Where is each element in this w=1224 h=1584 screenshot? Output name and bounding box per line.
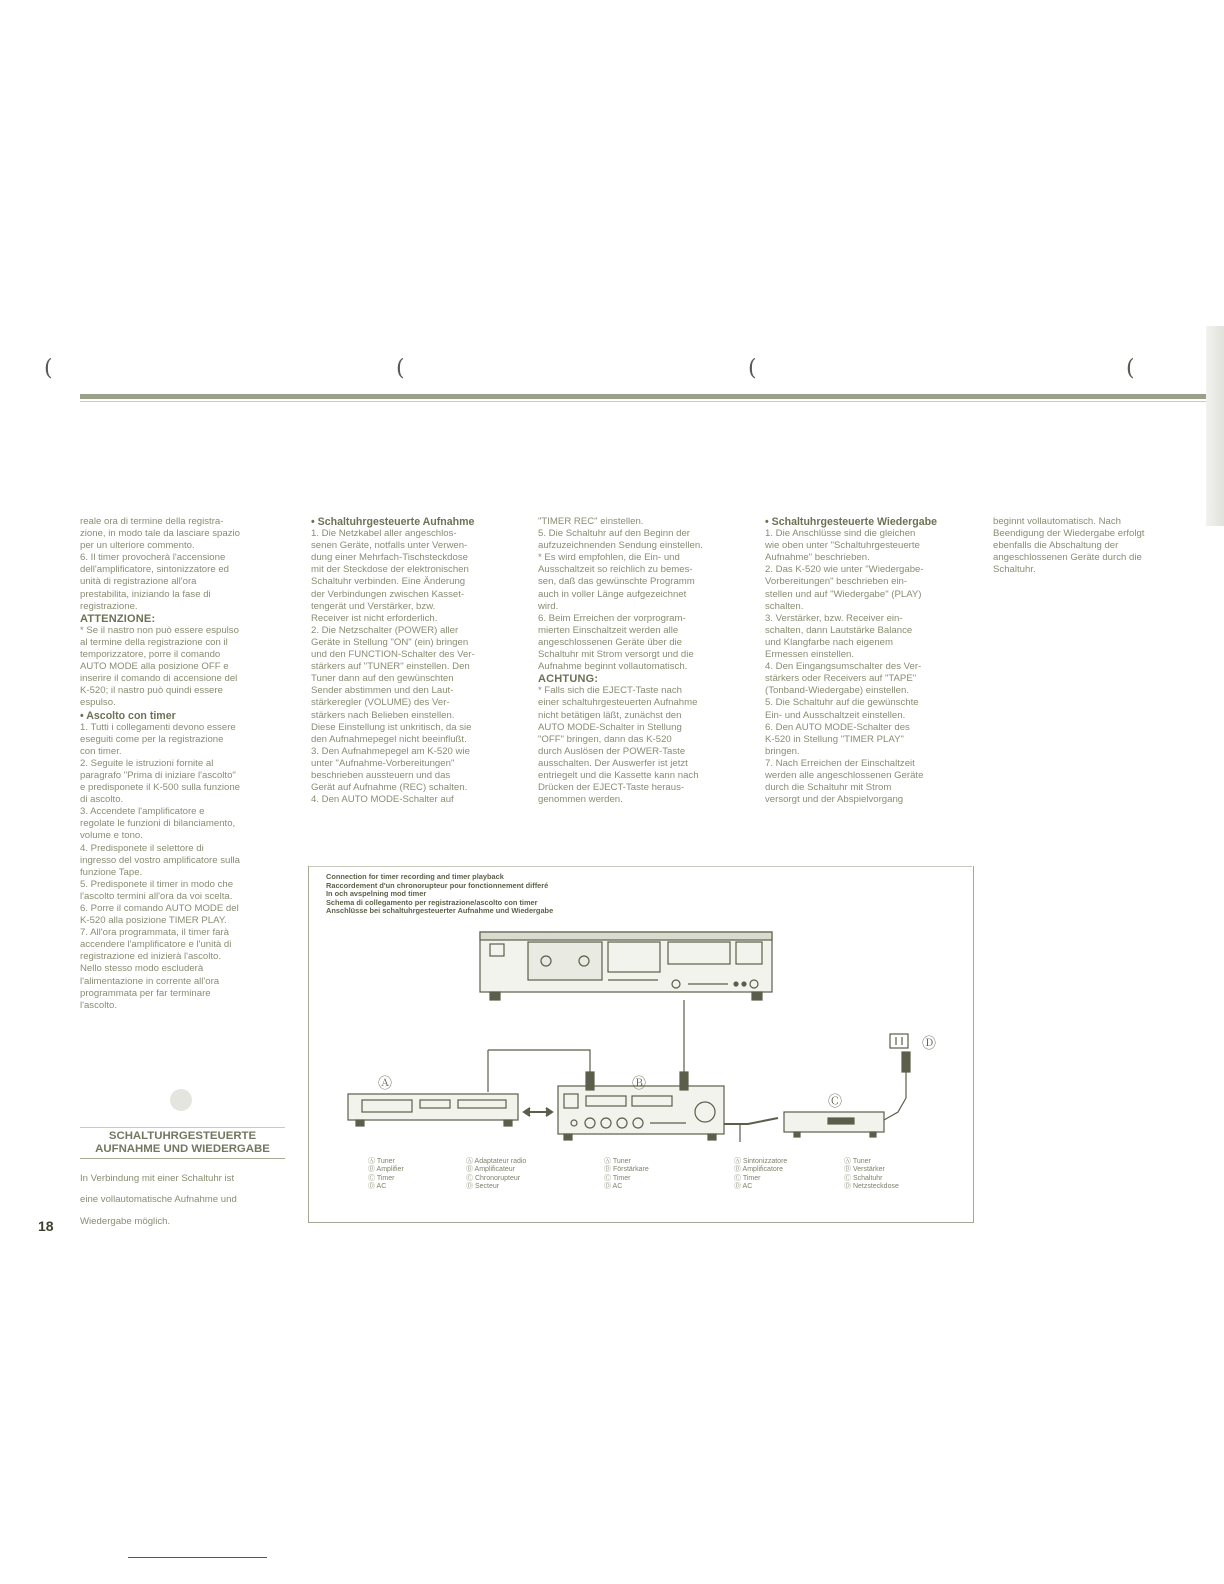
column-timer-playback-cont xyxy=(993,516,1193,576)
text-line: * Se il nastro non può essere espulso xyxy=(80,624,239,636)
footer-rule xyxy=(128,1557,267,1558)
text-line: beginnt vollautomatisch. Nach xyxy=(993,516,1121,527)
text-line: den Aufnahmepegel nicht beeinflußt. xyxy=(311,733,467,745)
text-line: 2. Das K-520 wie unter "Wiedergabe- xyxy=(765,564,924,576)
text-line: registrazione ed inizierà l'ascolto. xyxy=(80,951,222,963)
legend-item: Ⓓ AC xyxy=(604,1183,623,1191)
text-line: 6. Il timer provocherà l'accensione xyxy=(80,552,226,564)
text-line: Geräte in Stellung "ON" (ein) bringen xyxy=(311,636,469,648)
amplifier-illustration xyxy=(558,1086,724,1140)
caption-line: In och avspelning mod timer xyxy=(326,889,427,899)
legend-english xyxy=(368,1158,404,1192)
text-line: Drücken der EJECT-Taste heraus- xyxy=(538,782,685,794)
text-line: regolate le funzioni di bilanciamento, xyxy=(80,818,236,830)
text-line: durch Auslösen der POWER-Taste xyxy=(538,745,686,757)
section-title-line: SCHALTUHRGESTEUERTE xyxy=(108,1130,257,1142)
text-line: der Verbindungen zwischen Kasset- xyxy=(311,588,465,600)
text-line: funzione Tape. xyxy=(80,866,143,878)
text-line: ebenfalls die Abschaltung der xyxy=(993,540,1119,552)
text-line: programmata per far terminare xyxy=(80,987,211,999)
text-line: bringen. xyxy=(765,745,800,757)
ac-outlet-illustration xyxy=(884,1034,910,1120)
text-line: stärkers oder Receivers auf "TAPE" xyxy=(765,673,917,685)
text-line: 1. Tutti i collegamenti devono essere xyxy=(80,721,236,733)
legend-item: Ⓐ Tuner xyxy=(368,1158,395,1165)
caption-line: Raccordement d'un chronorupteur pour fonctionnement differé xyxy=(326,880,549,890)
text-line: 6. Beim Erreichen der vorprogram- xyxy=(538,612,686,624)
text-line: mit der Steckdose der elektronischen xyxy=(311,564,469,576)
text-line: per un ulteriore commento. xyxy=(80,540,195,552)
column-italian xyxy=(80,516,295,1012)
double-arrow xyxy=(524,1108,552,1116)
text-line: espulso. xyxy=(80,697,116,709)
text-line: 3. Accendete l'amplificatore e xyxy=(80,806,205,818)
text-line: ausschalten. Der Auswerfer ist jetzt xyxy=(538,757,688,769)
text-line: schalten. xyxy=(765,600,804,612)
text-line: volume e tono. xyxy=(80,830,143,842)
text-line: K-520 alla posizione TIMER PLAY. xyxy=(80,915,227,927)
text-line: "TIMER REC" einstellen. xyxy=(538,516,644,527)
text-line: Schaltuhr mit Strom versorgt und die xyxy=(538,649,694,661)
text-line: stärkers auf "TUNER" einstellen. Den xyxy=(311,661,470,673)
header-rule-thin xyxy=(80,401,1210,402)
text-line: 2. Seguite le istruzioni fornite al xyxy=(80,757,214,769)
text-line: auch in voller Länge aufgezeichnet xyxy=(538,588,687,600)
text-line: 4. Predisponete il selettore di xyxy=(80,842,204,854)
legend-item: Ⓓ AC xyxy=(368,1183,387,1191)
section-rule-top xyxy=(80,1127,285,1128)
legend-item: Ⓓ AC xyxy=(734,1183,753,1191)
subsection-heading: • Ascolto con timer xyxy=(80,709,176,722)
text-line: 5. Die Schaltuhr auf die gewünschte xyxy=(765,697,919,709)
text-line: Aufnahme" beschrieben. xyxy=(765,552,870,564)
text-line: werden alle angeschlossenen Geräte xyxy=(765,769,924,781)
text-line: "OFF" bringen, dann das K-520 xyxy=(538,733,672,745)
text-line: di ascolto. xyxy=(80,794,124,806)
section-intro xyxy=(80,1163,290,1238)
legend-item: Ⓒ Timer xyxy=(604,1174,631,1182)
text-line: wird. xyxy=(538,600,559,612)
text-line: versorgt und der Abspielvorgang xyxy=(765,794,904,806)
text-line: Ausschaltzeit so reichlich zu bemes- xyxy=(538,564,693,576)
text-line: paragrafo "Prima di iniziare l'ascolto" xyxy=(80,769,236,781)
binder-hole: ( xyxy=(1126,356,1135,381)
subsection-heading: • Schaltuhrgesteuerte Aufnahme xyxy=(311,516,475,528)
timer-illustration xyxy=(784,1112,884,1137)
text-line: Gerät auf Aufnahme (REC) schalten. xyxy=(311,782,468,794)
text-line: beschrieben aussteuern und das xyxy=(311,769,451,781)
text-line: 3. Den Aufnahmepegel am K-520 wie xyxy=(311,745,470,757)
text-line: Wiedergabe möglich. xyxy=(80,1215,171,1227)
text-line: und den FUNCTION-Schalter des Ver- xyxy=(311,649,475,661)
text-line: tengerät und Verstärker, bzw. xyxy=(311,600,436,612)
text-line: 6. Porre il comando AUTO MODE del xyxy=(80,903,239,914)
warning-heading: ACHTUNG: xyxy=(538,673,599,686)
text-line: aufzuzeichnenden Sendung einstellen. xyxy=(538,540,703,552)
legend-item: Ⓒ Timer xyxy=(368,1174,395,1182)
text-line: stellen und auf "Wiedergabe" (PLAY) xyxy=(765,588,922,600)
legend-item: Ⓑ Amplificateur xyxy=(466,1166,516,1174)
text-line: registrazione. xyxy=(80,600,138,612)
text-line: 7. All'ora programmata, il timer farà xyxy=(80,927,229,939)
legend-french xyxy=(466,1158,526,1192)
text-line: Ermessen einstellen. xyxy=(765,649,855,661)
text-line: al termine della registrazione con il xyxy=(80,636,228,648)
text-line: temporizzatore, porre il comando xyxy=(80,649,221,661)
text-line: und Klangfarbe nach eigenem xyxy=(765,636,894,648)
text-line: reale ora di termine della registra- xyxy=(80,516,224,527)
binder-hole: ( xyxy=(396,356,405,381)
text-line: K-520 in Stellung "TIMER PLAY" xyxy=(765,733,904,745)
section-rule xyxy=(80,1158,285,1159)
text-line: 3. Verstärker, bzw. Receiver ein- xyxy=(765,612,903,624)
text-line: unità di registrazione all'ora xyxy=(80,576,197,588)
text-line: ingresso del vostro amplificatore sulla xyxy=(80,854,240,866)
text-line: l'ascolto. xyxy=(80,999,118,1011)
text-line: 4. Den AUTO MODE-Schalter auf xyxy=(311,794,454,806)
legend-german xyxy=(844,1158,899,1192)
text-line: dell'amplificatore, sintonizzatore ed xyxy=(80,564,230,576)
column-timer-recording-cont xyxy=(538,516,748,806)
text-line: * Falls sich die EJECT-Taste nach xyxy=(538,685,682,697)
text-line: Sender abstimmen und den Laut- xyxy=(311,685,454,697)
text-line: zione, in modo tale da lasciare spazio xyxy=(80,528,240,540)
column-timer-playback xyxy=(765,516,975,806)
marker-b: Ⓑ xyxy=(632,1075,646,1091)
warning-heading: ATTENZIONE: xyxy=(80,612,156,625)
text-line: e predisponete il K-500 sulla funzione xyxy=(80,782,241,794)
text-line: Diese Einstellung ist unkritisch, da sie xyxy=(311,721,472,733)
text-line: 1. Die Anschlüsse sind die gleichen xyxy=(765,528,916,540)
text-line: eine vollautomatische Aufnahme und xyxy=(80,1194,237,1206)
cassette-deck-illustration xyxy=(480,932,772,1000)
text-line: unter "Aufnahme-Vorbereitungen" xyxy=(311,757,455,769)
text-line: schalten, dann Lautstärke Balance xyxy=(765,624,913,636)
text-line: durch die Schaltuhr mit Strom xyxy=(765,782,892,794)
text-line: inserire il comando di accensione del xyxy=(80,673,238,685)
text-line: 5. Die Schaltuhr auf den Beginn der xyxy=(538,528,691,540)
text-line: l'ascolto termini all'ora da voi scelta. xyxy=(80,890,233,902)
text-line: l'alimentazione in corrente all'ora xyxy=(80,975,220,987)
binder-hole: ( xyxy=(748,356,757,381)
legend-item: Ⓑ Amplifier xyxy=(368,1166,404,1174)
caption-line: Schema di collegamento per registrazione/ascolto con timer xyxy=(326,897,538,907)
section-title-line: AUFNAHME UND WIEDERGABE xyxy=(95,1143,270,1155)
text-line: Vorbereitungen" beschrieben ein- xyxy=(765,576,908,588)
text-line: con timer. xyxy=(80,745,122,757)
binder-hole-shadow xyxy=(170,1089,192,1111)
page-edge-shadow xyxy=(1206,326,1224,526)
marker-a: Ⓐ xyxy=(378,1075,392,1091)
text-line: Nello stesso modo escluderà xyxy=(80,963,204,975)
legend-item: Ⓑ Förstärkare xyxy=(604,1166,649,1174)
text-line: sen, daß das gewünschte Programm xyxy=(538,576,695,588)
text-line: wie oben unter "Schaltuhrgesteuerte xyxy=(765,540,920,552)
caption-line: Connection for timer recording and timer playback xyxy=(326,872,504,881)
text-line: prestabilita, iniziando la fase di xyxy=(80,588,211,600)
text-line: * Es wird empfohlen, die Ein- und xyxy=(538,552,680,564)
legend-item: Ⓓ Secteur xyxy=(466,1183,500,1191)
text-line: In Verbindung mit einer Schaltuhr ist xyxy=(80,1172,235,1184)
text-line: nicht betätigen läßt, zunächst den xyxy=(538,709,682,721)
text-line: angeschlossenen Geräte durch die xyxy=(993,552,1142,564)
legend-item: Ⓑ Amplificatore xyxy=(734,1166,784,1174)
text-line: K-520; il nastro può quindi essere xyxy=(80,685,223,697)
legend-item: Ⓑ Verstärker xyxy=(844,1166,885,1174)
legend-item: Ⓐ Sintonizzatore xyxy=(734,1158,788,1165)
text-line: Tuner dann auf den gewünschten xyxy=(311,673,454,685)
text-line: stärkers nach Belieben einstellen. xyxy=(311,709,455,721)
marker-c: Ⓒ xyxy=(828,1093,842,1109)
page-number: 18 xyxy=(38,1218,54,1234)
legend-italian xyxy=(734,1158,787,1192)
text-line: eseguiti come per la registrazione xyxy=(80,733,224,745)
text-line: (Tonband-Wiedergabe) einstellen. xyxy=(765,685,909,697)
binder-hole: ( xyxy=(44,356,53,381)
text-line: Receiver ist nicht erforderlich. xyxy=(311,612,438,624)
text-line: Aufnahme beginnt vollautomatisch. xyxy=(538,661,688,673)
legend-item: Ⓐ Tuner xyxy=(604,1158,631,1165)
text-line: dung einer Mehrfach-Tischsteckdose xyxy=(311,552,468,564)
text-line: mierten Einschaltzeit werden alle xyxy=(538,624,679,636)
text-line: 5. Predisponete il timer in modo che xyxy=(80,878,234,890)
header-rule xyxy=(80,394,1210,399)
text-line: senen Geräte, notfalls unter Verwen- xyxy=(311,540,468,552)
marker-d: Ⓓ xyxy=(922,1035,936,1051)
legend-item: Ⓐ Adaptateur radio xyxy=(466,1158,527,1165)
subsection-heading: • Schaltuhrgesteuerte Wiedergabe xyxy=(765,516,937,528)
legend-item: Ⓒ Chronorupteur xyxy=(466,1174,521,1182)
text-line: accendere l'amplificatore e l'unità di xyxy=(80,939,232,951)
legend-item: Ⓓ Netzsteckdose xyxy=(844,1183,899,1191)
text-line: stärkeregler (VOLUME) des Ver- xyxy=(311,697,450,709)
tuner-illustration xyxy=(348,1094,518,1126)
text-line: Beendigung der Wiedergabe erfolgt xyxy=(993,528,1145,540)
text-line: Schaltuhr. xyxy=(993,564,1036,576)
column-timer-recording xyxy=(311,516,516,806)
text-line: Ein- und Ausschaltzeit einstellen. xyxy=(765,709,906,721)
text-line: entriegelt und die Kassette kann nach xyxy=(538,769,699,781)
text-line: 1. Die Netzkabel aller angeschlos- xyxy=(311,528,457,540)
section-title xyxy=(80,1130,285,1156)
legend-swedish xyxy=(604,1158,649,1192)
text-line: einer schaltuhrgesteuerten Aufnahme xyxy=(538,697,698,709)
legend-item: Ⓐ Tuner xyxy=(844,1158,871,1165)
legend-item: Ⓒ Schaltuhr xyxy=(844,1174,883,1182)
text-line: AUTO MODE alla posizione OFF e xyxy=(80,661,229,673)
text-line: AUTO MODE-Schalter in Stellung xyxy=(538,721,682,733)
text-line: angeschlossenen Geräte über die xyxy=(538,636,683,648)
text-line: 7. Nach Erreichen der Einschaltzeit xyxy=(765,757,915,769)
text-line: genommen werden. xyxy=(538,794,623,806)
text-line: 4. Den Eingangsumschalter des Ver- xyxy=(765,661,922,673)
text-line: 2. Die Netzschalter (POWER) aller xyxy=(311,624,459,636)
text-line: Schaltuhr verbinden. Eine Änderung xyxy=(311,576,466,588)
caption-line: Anschlüsse bei schaltuhrgesteuerter Aufnahme und Wiedergabe xyxy=(326,906,554,916)
text-line: 6. Den AUTO MODE-Schalter des xyxy=(765,721,910,733)
legend-item: Ⓒ Timer xyxy=(734,1174,761,1182)
